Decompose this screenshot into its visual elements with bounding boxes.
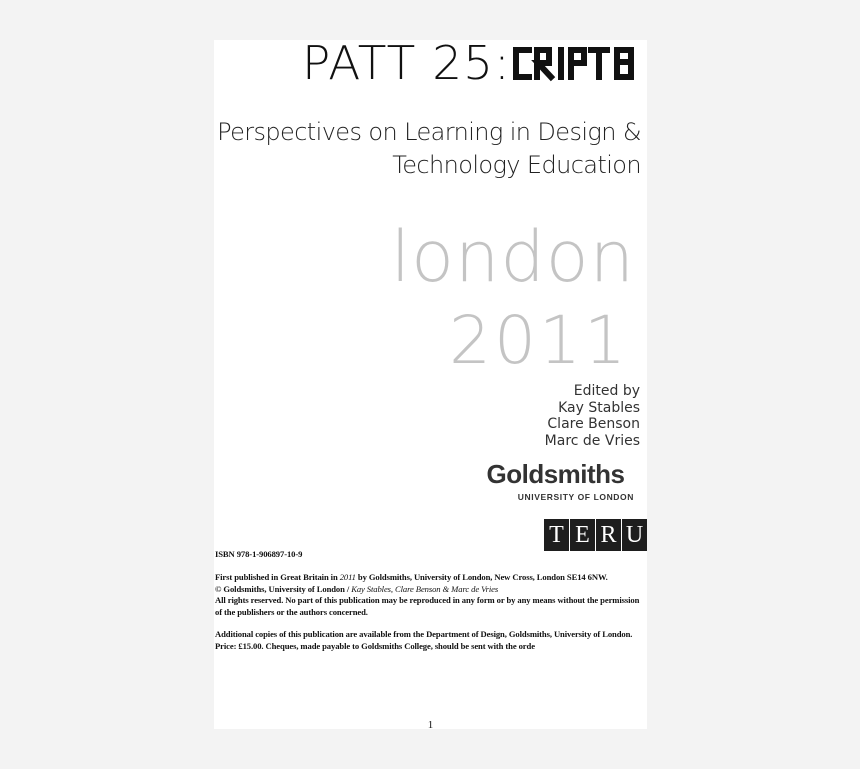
document-page (214, 36, 647, 731)
book-subtitle (217, 116, 641, 182)
title-prefix: PATT 25: (302, 36, 512, 90)
editors-block (545, 383, 640, 449)
year: 2011 (449, 302, 629, 379)
page-title (302, 36, 639, 90)
editor-name: Marc de Vries (544, 432, 640, 449)
additional-copies: Additional copies of this publication are available from the Department of Design, Goldsmiths, University of London. Price: £15.00. Cheques, made payable to Goldsmiths College, should be sent with the orde (215, 628, 633, 651)
teru-letter: E (570, 519, 595, 551)
first-published: First published in Great Britain in 2011 by Goldsmiths, University of London, New Cross, London SE14 6NW. (215, 571, 608, 582)
rights-statement: All rights reserved. No part of this publication may be reproduced in any form or by any means without the permission of the publishers or the authors concerned. (215, 595, 640, 618)
page-number: 1 (427, 719, 434, 731)
editor-name: Kay Stables (558, 399, 640, 416)
teru-letter: U (622, 519, 647, 551)
goldsmiths-logo (473, 461, 638, 502)
subtitle-line-1: Perspectives on Learning in Design & (217, 118, 641, 146)
imprint-block (215, 549, 640, 653)
copyright-line: © Goldsmiths, University of London / Kay Stables, Clare Benson & Marc de Vries (215, 583, 499, 594)
goldsmiths-wordmark: Goldsmiths (486, 459, 625, 489)
teru-letter: T (544, 519, 569, 551)
isbn: ISBN 978-1-906897-10-9 (215, 549, 303, 559)
teru-logo (544, 519, 647, 551)
editor-name: Clare Benson (547, 416, 640, 432)
teru-letter: R (596, 519, 621, 551)
subtitle-line-2: Technology Education (392, 151, 641, 179)
cript8-logo (511, 44, 639, 82)
goldsmiths-subtitle: UNIVERSITY OF LONDON (517, 492, 634, 502)
city-name: london (390, 216, 635, 298)
editors-heading: Edited by (573, 383, 640, 399)
